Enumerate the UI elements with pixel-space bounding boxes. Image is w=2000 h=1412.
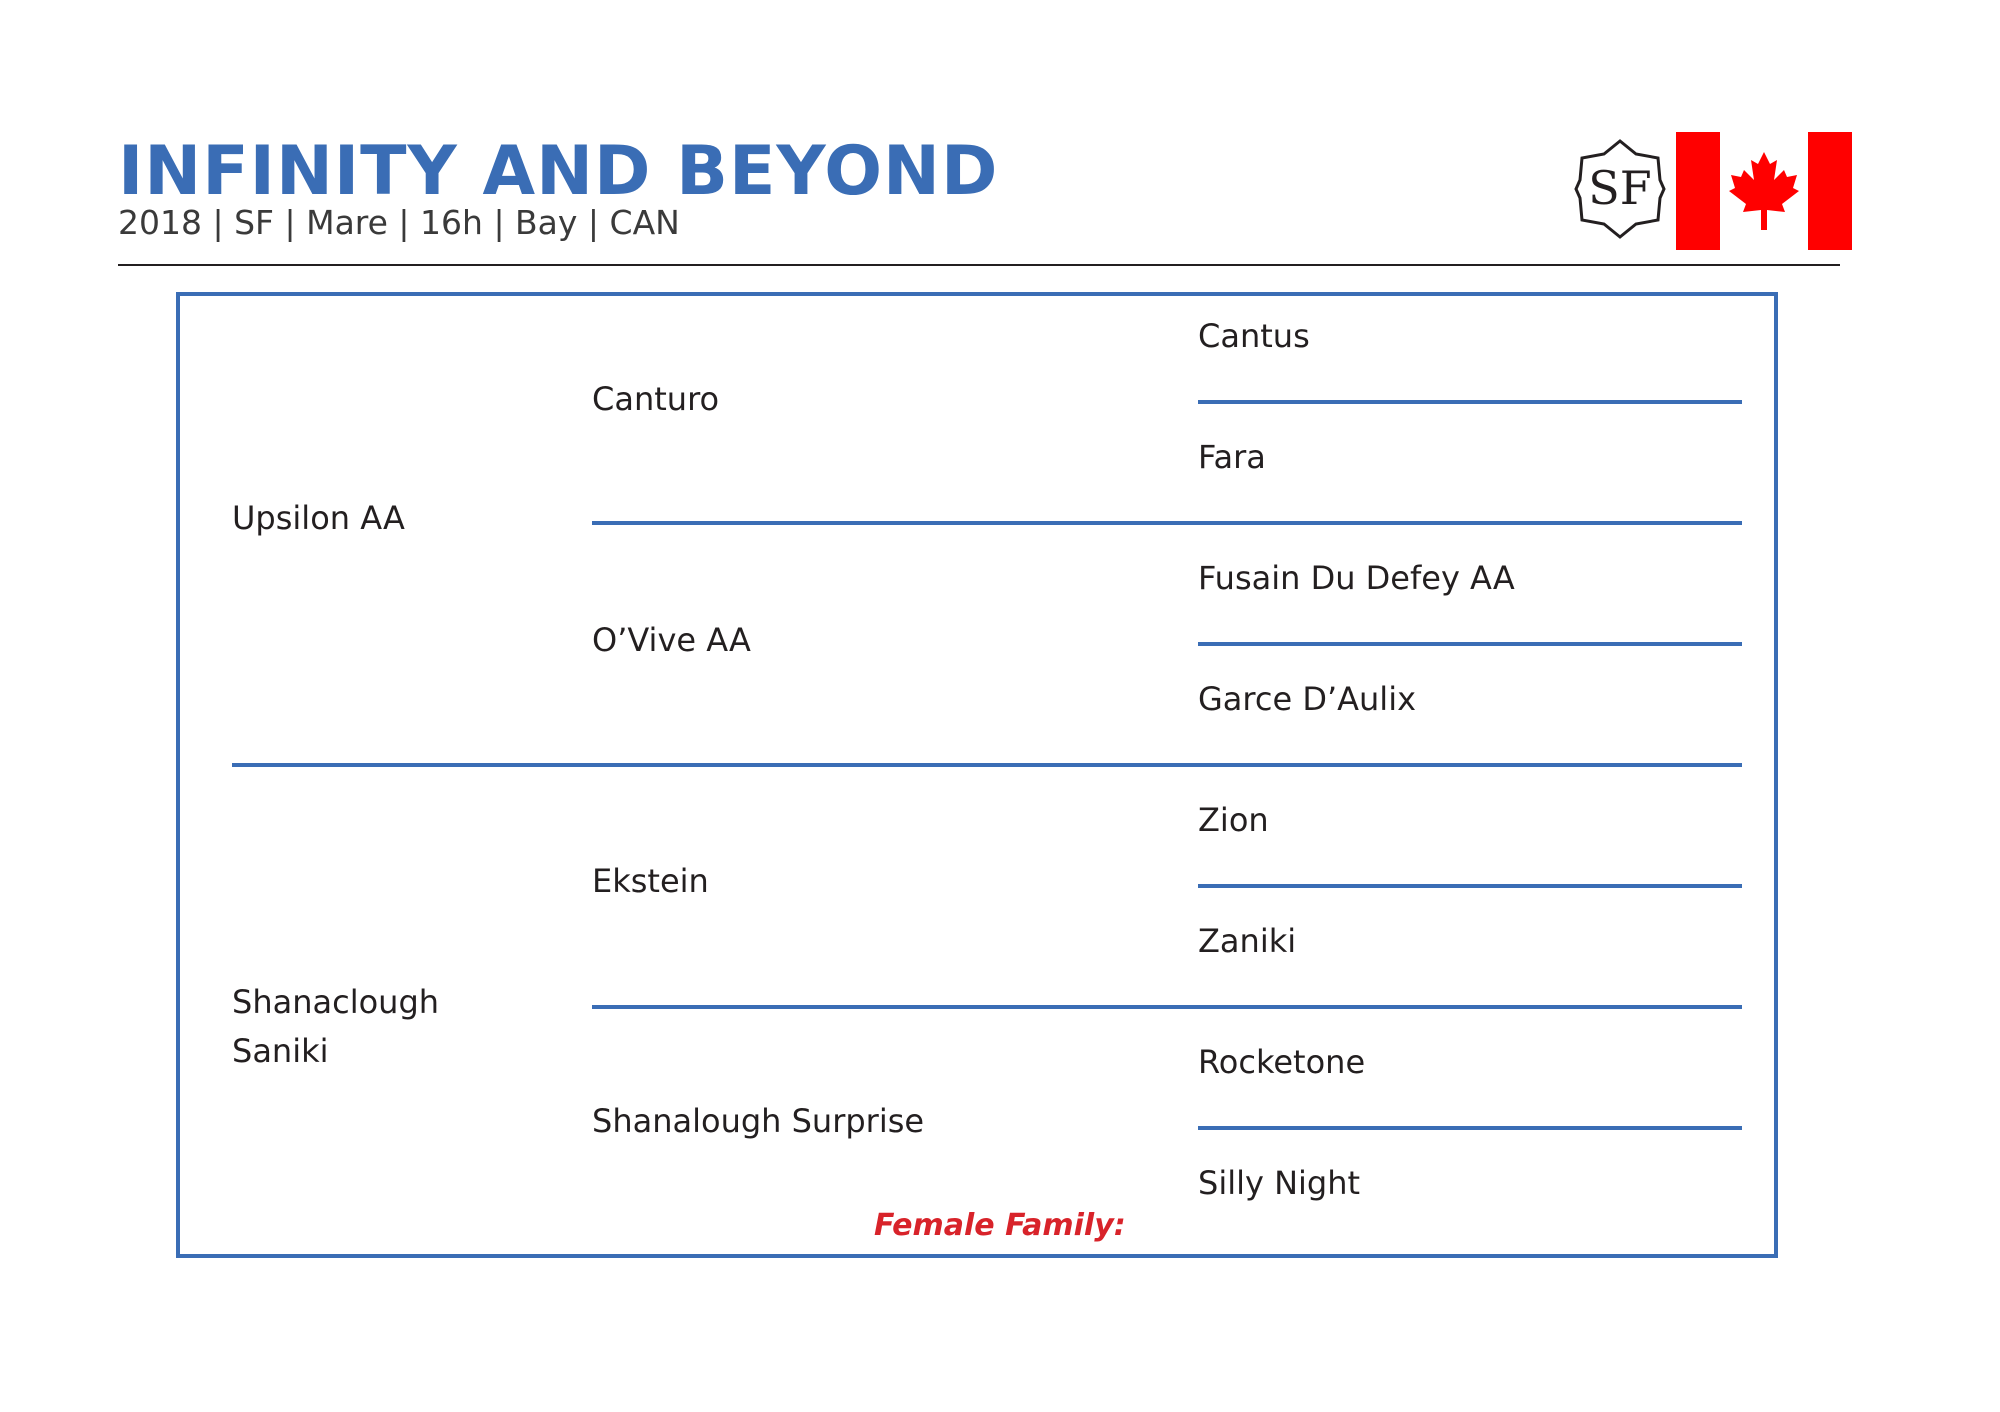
- divider-gen3-2: [1198, 642, 1742, 646]
- pedigree-frame: [176, 292, 1778, 1258]
- sire-dam-name: O’Vive AA: [592, 621, 751, 659]
- horse-details: 2018 | SF | Mare | 16h | Bay | CAN: [118, 203, 680, 242]
- sf-logo-text: SF: [1588, 161, 1652, 215]
- dam-dam-dam-name: Silly Night: [1198, 1164, 1361, 1202]
- sire-dam-sire-name: Fusain Du Defey AA: [1198, 559, 1515, 597]
- sire-sire-name: Canturo: [592, 380, 720, 418]
- dam-sire-sire-name: Zion: [1198, 801, 1269, 839]
- divider-gen2-1: [592, 521, 1742, 525]
- header-divider: [118, 264, 1840, 266]
- sire-sire-dam-name: Fara: [1198, 438, 1266, 476]
- sf-emblem-icon: [1574, 138, 1666, 240]
- dam-sire-dam-name: Zaniki: [1198, 922, 1297, 960]
- dam-sire-name: Ekstein: [592, 862, 709, 900]
- canada-flag-icon: [1676, 132, 1852, 250]
- dam-name-line2: Saniki: [232, 1032, 329, 1070]
- divider-gen2-2: [592, 1005, 1742, 1009]
- page-title: INFINITY AND BEYOND: [118, 132, 999, 211]
- sire-sire-sire-name: Cantus: [1198, 317, 1310, 355]
- dam-name-line1: Shanaclough: [232, 983, 440, 1021]
- divider-sire-dam: [232, 763, 1742, 767]
- divider-gen3-1: [1198, 400, 1742, 404]
- female-family-label: Female Family:: [874, 1208, 1126, 1243]
- dam-dam-sire-name: Rocketone: [1198, 1043, 1366, 1081]
- sire-dam-dam-name: Garce D’Aulix: [1198, 680, 1417, 718]
- sire-name: Upsilon AA: [232, 499, 405, 537]
- dam-dam-name: Shanalough Surprise: [592, 1102, 925, 1140]
- divider-gen3-4: [1198, 1126, 1742, 1130]
- divider-gen3-3: [1198, 884, 1742, 888]
